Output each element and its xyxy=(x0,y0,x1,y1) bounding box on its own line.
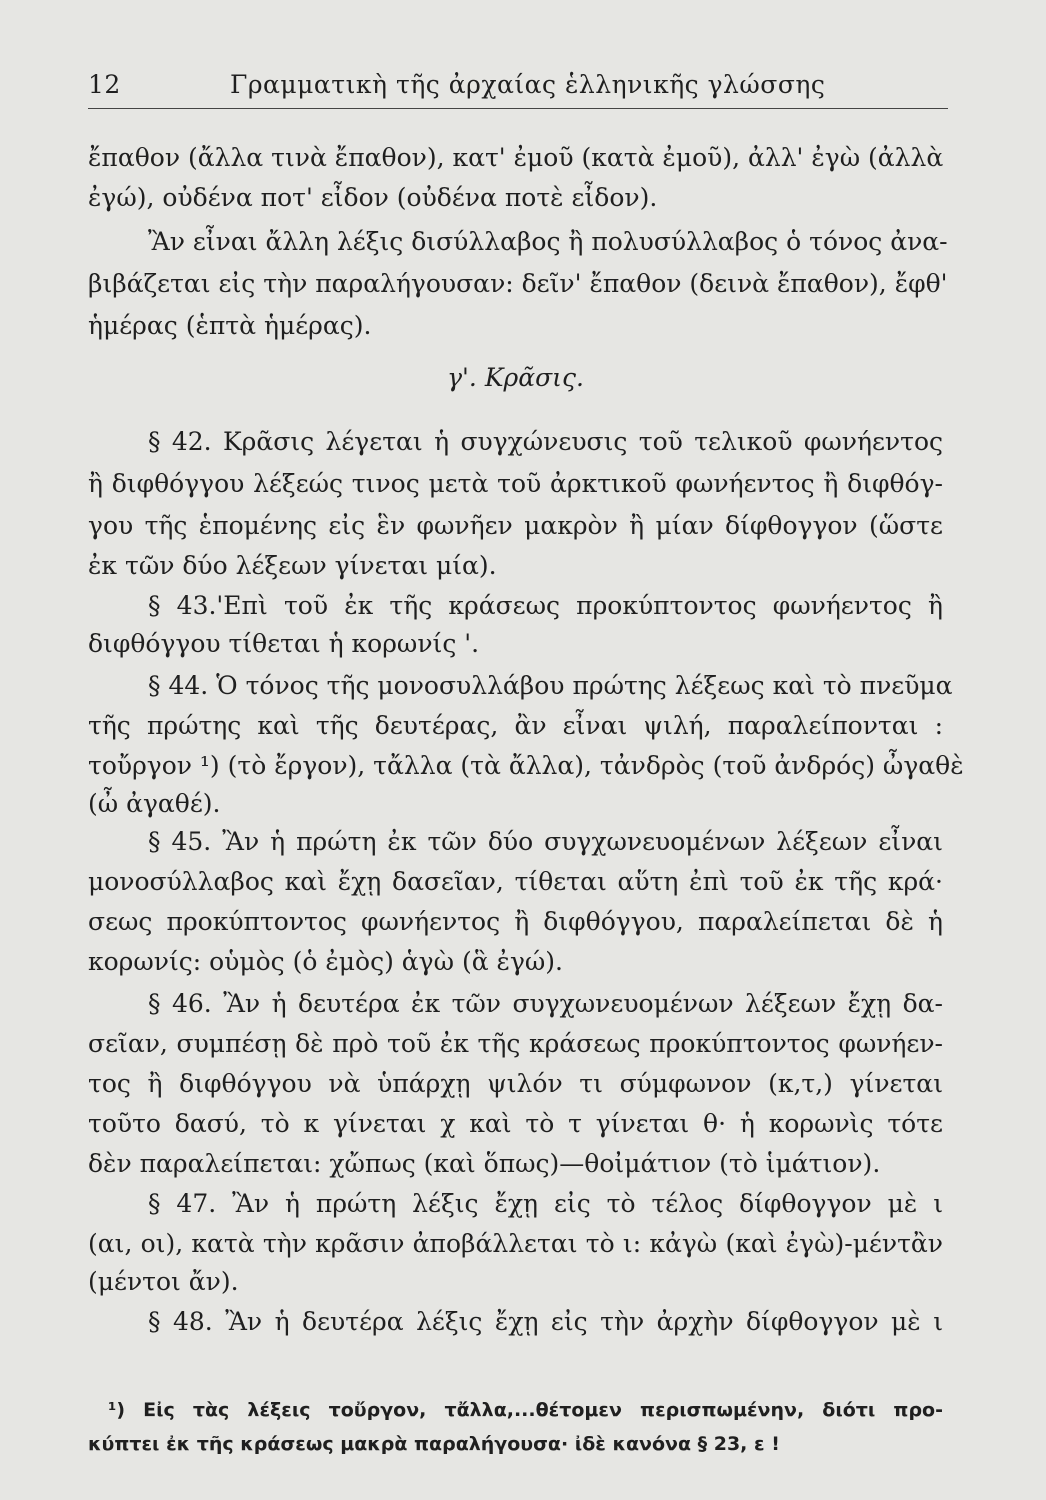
text-line: τοὔργον ¹) (τὸ ἔργον), τἄλλα (τὰ ἄλλα), τἀνδρὸς (τοῦ ἀνδρός) ὦγαθὲ xyxy=(88,751,964,780)
text-line: (ὦ ἀγαθέ). xyxy=(88,789,221,818)
text-line: ἡμέρας (ἑπτὰ ἡμέρας). xyxy=(88,311,372,340)
text-line: διφθόγγου τίθεται ἡ κορωνίς '. xyxy=(88,629,480,658)
text-line: § 47. Ἂν ἡ πρώτη λέξις ἔχῃ εἰς τὸ τέλος δίφθογγον μὲ ι xyxy=(148,1189,943,1218)
text-line: σεῖαν, συμπέσῃ δὲ πρὸ τοῦ ἐκ τῆς κράσεως προκύπτοντος φωνήεν- xyxy=(88,1029,943,1058)
text-line: ἐγώ), οὐδένα ποτ' εἶδον (οὐδένα ποτὲ εἶδον). xyxy=(88,183,658,212)
text-line: κορωνίς: οὑμὸς (ὁ ἐμὸς) ἁγὼ (ἃ ἐγώ). xyxy=(88,947,563,976)
text-line: § 43.'Επὶ τοῦ ἐκ τῆς κράσεως προκύπτοντος φωνήεντος ἢ xyxy=(148,591,943,620)
text-line: ἐκ τῶν δύο λέξεων γίνεται μία). xyxy=(88,551,497,580)
section-heading: γ'. Κρᾶσις. xyxy=(447,363,584,392)
text-line: § 42. Κρᾶσις λέγεται ἡ συγχώνευσις τοῦ τελικοῦ φωνήεντος xyxy=(148,427,943,456)
header-rule xyxy=(88,108,948,109)
text-line: μονοσύλλαβος καὶ ἔχῃ δασεῖαν, τίθεται αὕτη ἐπὶ τοῦ ἐκ τῆς κρά· xyxy=(88,867,943,896)
text-line: δὲν παραλείπεται: χὤπως (καὶ ὅπως)—θοἰμάτιον (τὸ ἱμάτιον). xyxy=(88,1149,881,1178)
text-line: τος ἢ διφθόγγου νὰ ὑπάρχῃ ψιλόν τι σύμφωνον (κ,τ,) γίνεται xyxy=(88,1069,943,1098)
text-line: § 46. Ἂν ἡ δευτέρα ἐκ τῶν συγχωνευομένων λέξεων ἔχῃ δα- xyxy=(148,989,943,1018)
running-header xyxy=(88,70,948,106)
footnote-line: κύπτει ἐκ τῆς κράσεως μακρὰ παραλήγουσα· ἰδὲ κανόνα § 23, ε ! xyxy=(88,1433,780,1455)
text-line: Ἂν εἶναι ἄλλη λέξις δισύλλαβος ἢ πολυσύλλαβος ὁ τόνος ἀνα- xyxy=(148,227,948,256)
text-line: τοῦτο δασύ, τὸ κ γίνεται χ καὶ τὸ τ γίνεται θ· ἡ κορωνὶς τότε xyxy=(88,1109,943,1138)
text-line: (αι, οι), κατὰ τὴν κρᾶσιν ἀποβάλλεται τὸ ι: κἀγὼ (καὶ ἐγὼ)-μέντἂν xyxy=(88,1229,943,1258)
text-line: σεως προκύπτοντος φωνήεντος ἢ διφθόγγου, παραλείπεται δὲ ἡ xyxy=(88,907,943,936)
text-line: βιβάζεται εἰς τὴν παραλήγουσαν: δεῖν' ἔπαθον (δεινὰ ἔπαθον), ἔφθ' xyxy=(88,269,948,298)
text-line: § 45. Ἂν ἡ πρώτη ἐκ τῶν δύο συγχωνευομένων λέξεων εἶναι xyxy=(148,827,943,856)
footnote-line: ¹) Εἰς τὰς λέξεις τοὔργον, τἄλλα,...θέτομεν περισπωμένην, διότι προ- xyxy=(108,1399,943,1421)
page-number: 12 xyxy=(88,70,121,99)
running-title: Γραμματικὴ τῆς ἀρχαίας ἑλληνικῆς γλώσσης xyxy=(230,70,826,99)
text-line: § 44. Ὁ τόνος τῆς μονοσυλλάβου πρώτης λέξεως καὶ τὸ πνεῦμα xyxy=(148,671,953,700)
text-line: ἢ διφθόγγου λέξεώς τινος μετὰ τοῦ ἀρκτικοῦ φωνήεντος ἢ διφθόγ- xyxy=(88,469,943,498)
text-line: ἔπαθον (ἄλλα τινὰ ἔπαθον), κατ' ἐμοῦ (κατὰ ἐμοῦ), ἀλλ' ἐγὼ (ἀλλὰ xyxy=(88,143,944,172)
text-line: (μέντοι ἄν). xyxy=(88,1267,239,1296)
text-line: § 48. Ἂν ἡ δευτέρα λέξις ἔχῃ εἰς τὴν ἀρχὴν δίφθογγον μὲ ι xyxy=(148,1307,943,1336)
text-line: τῆς πρώτης καὶ τῆς δευτέρας, ἂν εἶναι ψιλή, παραλείπονται : xyxy=(88,711,943,740)
text-line: γου τῆς ἑπομένης εἰς ἓν φωνῆεν μακρὸν ἢ μίαν δίφθογγον (ὥστε xyxy=(88,511,943,540)
